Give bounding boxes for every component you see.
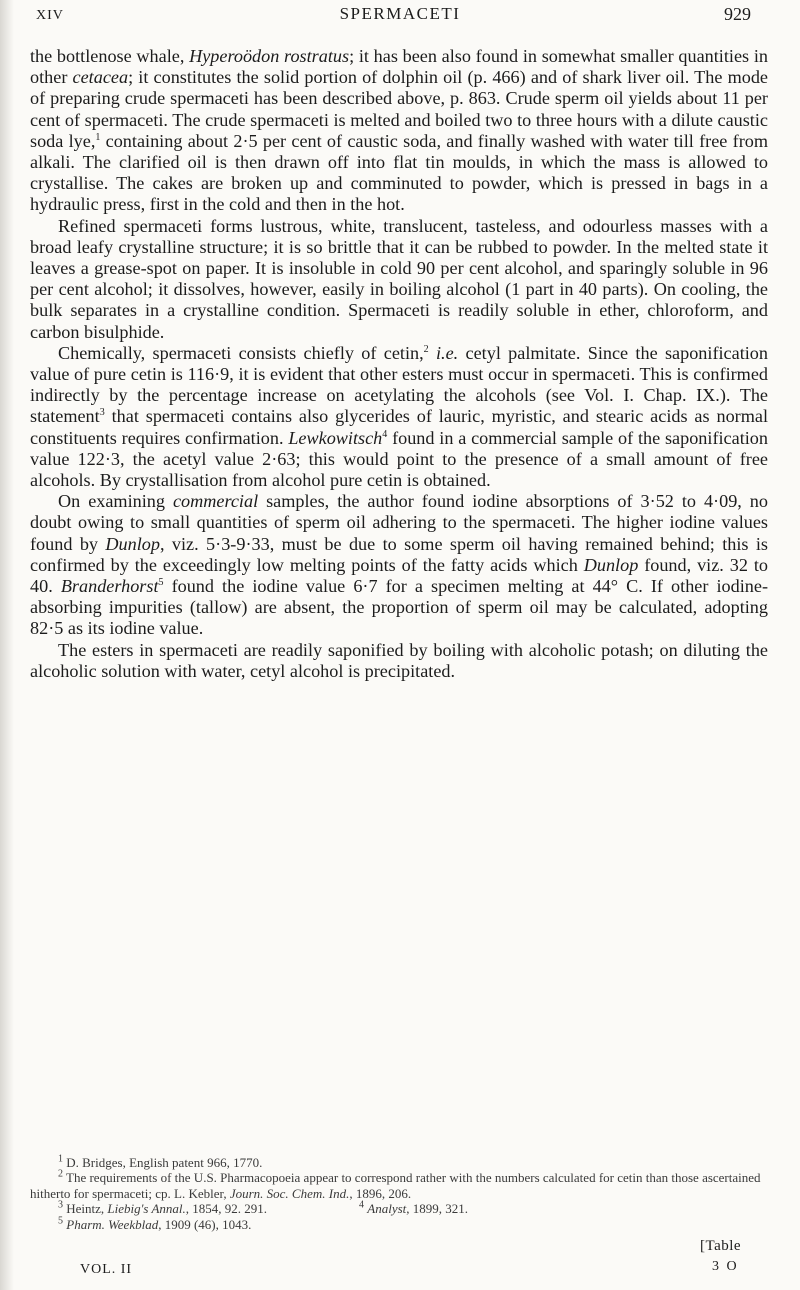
signature-mark: 3 O	[712, 1259, 739, 1274]
paragraph	[30, 343, 768, 491]
italic-text: Hyperoödon rostratus	[189, 46, 350, 66]
text-run: containing about 2·5 per cent of caustic soda, and finally washed with water till free from alkali. The clarified oil is then drawn off into flat tin moulds, in which the mass is allowed to crystallise. The cakes are broken up and comminuted to powder, which is pressed in bags in a hydraulic press, first in the cold and then in the hot.	[30, 130, 768, 215]
italic-text: Liebig's Annal.	[107, 1201, 186, 1217]
text-run: The requirements of the U.S. Pharmacopoeia appear to correspond rather with the numbers calculated for cetin than those ascertained hitherto for spermaceti; cp. L. Kebler,	[30, 1170, 761, 1201]
footnote-4	[331, 1201, 468, 1216]
text-run: On examining	[58, 491, 173, 512]
text-run: , viz. 5·3-9·33, must be due to some sperm oil having remained behind; this is confirmed by the exceedingly low melting points of the fatty acids which	[30, 533, 769, 575]
footnote-marker: 1	[58, 1153, 63, 1165]
paragraph	[30, 491, 768, 639]
paragraph	[30, 640, 768, 682]
page-footer	[0, 1232, 800, 1282]
text-run: found in a commercial sample of the saponification value 122·3, the acetyl value 2·63; this would point to the presence of a small amount of free alcohols. By crystallisation from alcohol pure cetin is obtained.	[30, 427, 768, 491]
text-run: , 1854, 92. 291.	[185, 1201, 268, 1217]
footnote-marker: 5	[158, 577, 164, 589]
italic-text: Analyst	[367, 1201, 407, 1217]
footnote-marker: 4	[382, 428, 388, 440]
paragraph	[30, 216, 768, 343]
volume-label: VOL. II	[80, 1262, 133, 1277]
footnote-marker: 3	[99, 407, 105, 419]
running-title: SPERMACETI	[339, 4, 461, 23]
paragraph	[30, 46, 768, 216]
footnote-2	[30, 1170, 768, 1201]
footnote-marker: 3	[58, 1199, 63, 1211]
text-run: ; it constitutes the solid portion of dolphin oil (p. 466) and of shark liver oil. The mode of preparing crude spermaceti has been described above, p. 863. Crude sperm oil yields about 11 per cent of spermaceti. The crude spermaceti is melted and boiled two to three hours with a dilute caustic soda lye,	[30, 67, 768, 151]
text-run: D. Bridges, English patent 966, 1770.	[63, 1155, 263, 1170]
footnote-marker: 5	[58, 1215, 63, 1227]
footnotes	[30, 1155, 768, 1232]
text-run: The esters in spermaceti are readily saponified by boiling with alcoholic potash; on diluting the alcoholic solution with water, cetyl alcohol is precipitated.	[30, 639, 768, 681]
spine-shadow	[0, 0, 14, 1290]
running-header	[0, 4, 800, 30]
footnote-marker: 1	[95, 131, 101, 143]
text-run: Heintz,	[63, 1201, 108, 1217]
catchword: [Table	[700, 1238, 742, 1254]
text-run: found, viz. 32 to 40.	[30, 554, 768, 597]
italic-text: Branderhorst	[60, 576, 159, 597]
italic-text: Dunlop	[105, 533, 160, 554]
text-run: , 1909 (46), 1043.	[158, 1216, 252, 1232]
text-run: , 1896, 206.	[349, 1185, 412, 1201]
footnote-marker: 2	[423, 343, 429, 355]
italic-text: commercial	[172, 491, 259, 512]
footnote-marker: 4	[359, 1199, 365, 1211]
text-run: , 1899, 321.	[406, 1201, 469, 1217]
text-run: the bottlenose whale,	[30, 46, 190, 66]
italic-text: Dunlop	[583, 554, 639, 575]
text-run: cetyl palmitate. Since the saponification value of pure cetin is 116·9, it is evident that other esters must occur in spermaceti. This is confirmed indirectly by the percentage increase on acetylating the alcohols (see Vol. I. Chap. IX.). The statement	[30, 342, 768, 427]
footnote-5	[30, 1217, 768, 1232]
text-run: Chemically, spermaceti consists chiefly of cetin,	[58, 342, 424, 363]
footnote-marker: 2	[58, 1169, 63, 1181]
italic-text: Lewkowitsch	[288, 427, 383, 448]
text-run: samples, the author found iodine absorptions of 3·52 to 4·09, no doubt owing to small quantities of sperm oil adhering to the spermaceti. The higher iodine values found by	[30, 491, 768, 554]
chapter-number: XIV	[36, 8, 64, 23]
text-run: found the iodine value 6·7 for a specimen melting at 44° C. If other iodine-absorbing impurities (tallow) are absent, the proportion of sperm oil may be calculated, adopting 82·5 as its iodine value.	[30, 576, 768, 639]
text-run: Refined spermaceti forms lustrous, white, translucent, tasteless, and odourless masses with a broad leafy crystalline structure; it is so brittle that it can be rubbed to powder. In the melted state it leaves a grease-spot on paper. It is insoluble in cold 90 per cent alcohol, and sparingly soluble in 96 per cent alcohol; it dissolves, however, easily in boiling alcohol (1 part in 40 parts). On cooling, the bulk separates in a crystalline condition. Spermaceti is readily soluble in ether, chloroform, and carbon bisulphide.	[30, 215, 768, 342]
footnote-3	[30, 1201, 267, 1216]
italic-text: Journ. Soc. Chem. Ind.	[229, 1185, 350, 1201]
italic-text: i.e.	[435, 342, 459, 363]
body-text	[30, 46, 768, 682]
page-number: 929	[724, 4, 751, 24]
footnote-1	[30, 1155, 768, 1170]
italic-text: cetacea	[72, 67, 129, 88]
footnote-row	[30, 1201, 768, 1216]
text-run	[429, 343, 436, 363]
text-run: that spermaceti contains also glycerides of lauric, myristic, and stearic acids as normal constituents requires confirmation.	[30, 406, 768, 448]
italic-text: Pharm. Weekblad	[66, 1216, 159, 1232]
text-run: ; it has been also found in somewhat smaller quantities in other	[30, 46, 768, 88]
